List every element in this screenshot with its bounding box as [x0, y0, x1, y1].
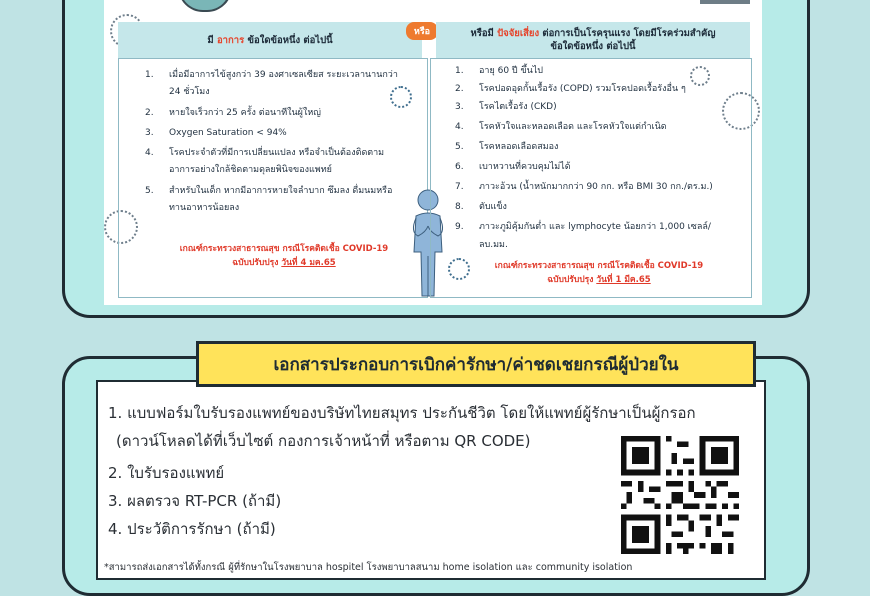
item-text: หายใจเร็วกว่า 25 ครั้ง ต่อนาทีในผู้ใหญ่ [169, 108, 321, 118]
item-number: 3. [455, 102, 464, 112]
item-number: 5. [145, 186, 154, 196]
symptoms-source-note [139, 242, 429, 270]
item-number: 6. [455, 162, 464, 172]
item-line1: เมื่อมีอาการไข้สูงกว่า 39 องศาเซลเซียส ระยะเวลานานกว่า [169, 70, 398, 80]
item-text: เบาหวานที่ควบคุมไม่ได้ [479, 162, 571, 172]
item-number: 1. [455, 66, 464, 76]
item-number: 8. [455, 202, 464, 212]
note-date: วันที่ 4 มค.65 [281, 258, 336, 268]
decor-bar [700, 0, 750, 4]
symptoms-header-highlight: อาการ [216, 34, 245, 46]
risks-header-prefix: หรือมี [470, 28, 498, 39]
documents-footnote: *สามารถส่งเอกสารได้ทั้งกรณี ผู้ที่รักษาในโรงพยาบาล hospitel โรงพยาบาลสนาม home isolation และ community isolation [104, 562, 633, 573]
item-number: 5. [455, 142, 464, 152]
symptoms-header [118, 22, 422, 58]
document-item: 2. ใบรับรองแพทย์ [108, 464, 225, 482]
note-prefix: ฉบับปรับปรุง [232, 258, 282, 268]
item-text: ภาวะภูมิคุ้มกันต่ำ และ lymphocyte น้อยกว่า 1,000 เซลล์/ [479, 222, 711, 232]
document-item: 3. ผลตรวจ RT-PCR (ถ้ามี) [108, 492, 282, 510]
item-line2: 24 ชั่วโมง [169, 87, 210, 97]
item-text: โรคหลอดเลือดสมอง [479, 142, 559, 152]
item-text: Oxygen Saturation < 94% [169, 128, 287, 138]
or-badge: หรือ [406, 22, 438, 40]
item-number: 2. [145, 108, 154, 118]
documents-title: เอกสารประกอบการเบิกค่ารักษา/ค่าชดเชยกรณีผู้ป่วยใน [196, 341, 756, 387]
risks-header [436, 22, 750, 58]
risks-source-note [471, 259, 727, 287]
item-text [169, 67, 429, 101]
symptoms-list [118, 58, 428, 298]
item-number: 2. [455, 84, 464, 94]
symptom-item [145, 67, 425, 101]
symptoms-header-prefix: มี [207, 34, 217, 46]
item-text: ลบ.มม. [479, 240, 508, 250]
risks-list [430, 58, 752, 298]
symptoms-header-suffix: ข้อใดข้อหนึ่ง ต่อไปนี้ [244, 34, 333, 46]
item-line2: อาการอย่างใกล้ชิดตามดุลยพินิจของแพทย์ [169, 165, 332, 175]
item-text: ตับแข็ง [479, 202, 507, 212]
item-text [169, 145, 429, 179]
item-text: โรคหัวใจและหลอดเลือด และโรคหัวใจแต่กำเนิด [479, 122, 667, 132]
document-item: 1. แบบฟอร์มใบรับรองแพทย์ของบริษัทไทยสมุทร ประกันชีวิต โดยให้แพทย์ผู้รักษาเป็นผู้กรอก [108, 404, 696, 422]
note-date: วันที่ 1 มีค.65 [596, 275, 651, 285]
qr-code[interactable] [620, 436, 740, 554]
item-line1: โรคประจำตัวที่มีการเปลี่ยนแปลง หรือจำเป็นต้องติดตาม [169, 148, 385, 158]
risks-header-highlight: ปัจจัยเสี่ยง [497, 28, 540, 39]
note-line1: เกณฑ์กระทรวงสาธารณสุข กรณีโรคติดเชื้อ COVID-19 [179, 244, 389, 254]
item-text: โรคไตเรื้อรัง (CKD) [479, 102, 557, 112]
document-item-note: (ดาวน์โหลดได้ที่เว็บไซต์ กองการเจ้าหน้าที่ หรือตาม QR CODE) [116, 432, 531, 450]
item-number: 1. [145, 70, 154, 80]
item-line1: สำหรับในเด็ก หากมีอาการหายใจลำบาก ซึมลง ดื่มนมหรือ [169, 186, 393, 196]
document-item: 4. ประวัติการรักษา (ถ้ามี) [108, 520, 276, 538]
item-number: 7. [455, 182, 464, 192]
item-text: อายุ 60 ปี ขึ้นไป [479, 66, 544, 76]
item-text: โรคปอดอุดกั้นเรื้อรัง (COPD) รวมโรคปอดเรื้อรังอื่น ๆ [479, 84, 686, 94]
item-number: 4. [145, 148, 154, 158]
item-number: 3. [145, 128, 154, 138]
item-text [169, 183, 429, 217]
item-number: 4. [455, 122, 464, 132]
risks-header-suffix: ต่อการเป็นโรครุนแรง โดยมีโรคร่วมสำคัญ [539, 28, 716, 39]
risks-header-line2: ข้อใดข้อหนึ่ง ต่อไปนี้ [550, 41, 636, 52]
note-prefix: ฉบับปรับปรุง [547, 275, 597, 285]
item-text: ภาวะอ้วน (น้ำหนักมากกว่า 90 กก. หรือ BMI 30 กก./ตร.ม.) [479, 182, 713, 192]
item-line2: ทานอาหารน้อยลง [169, 203, 240, 213]
item-number: 9. [455, 222, 464, 232]
note-line1: เกณฑ์กระทรวงสาธารณสุข กรณีโรคติดเชื้อ COVID-19 [494, 261, 704, 271]
